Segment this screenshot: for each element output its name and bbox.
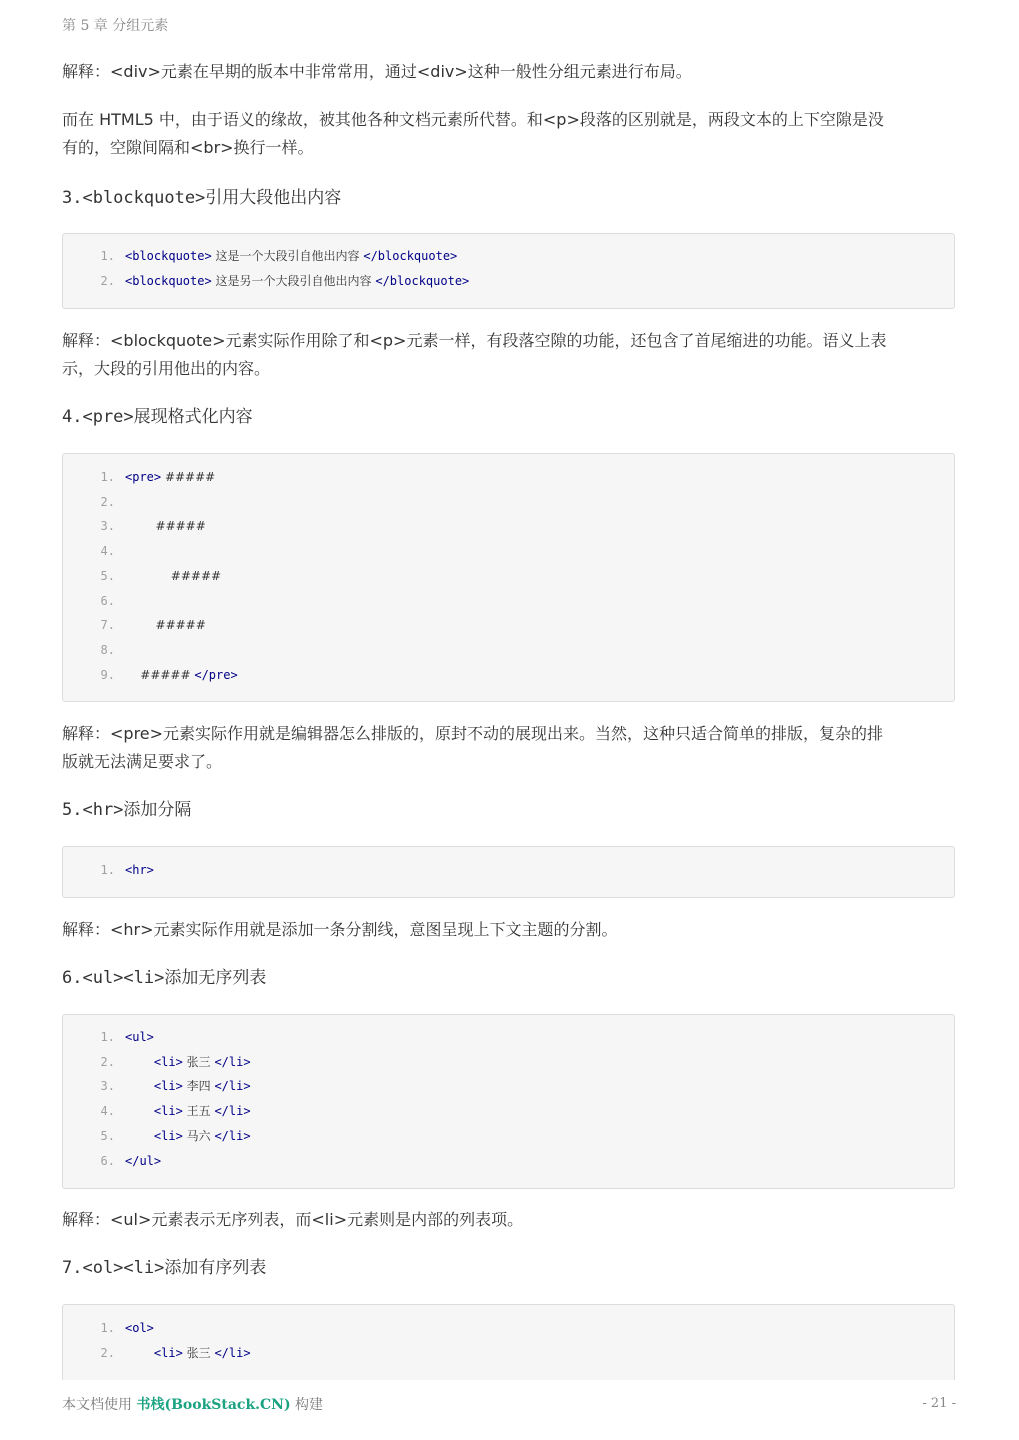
- line-number: 2.: [100, 273, 115, 288]
- code-line: [63, 1050, 251, 1074]
- code-open-tag: <li>: [125, 1128, 183, 1143]
- line-number: 6.: [100, 1153, 115, 1168]
- page-footer-credit: [62, 1394, 323, 1414]
- section-heading-hr: 5.<hr>添加分隔: [62, 800, 192, 820]
- code-line: [63, 490, 125, 514]
- code-line: [63, 564, 221, 588]
- code-content: [125, 618, 206, 632]
- code-content: [125, 249, 457, 263]
- paragraph-html5-explanation: [62, 106, 952, 162]
- code-text: 王五: [182, 1104, 215, 1119]
- code-open-tag: <li>: [125, 1345, 183, 1360]
- code-text: #####: [125, 618, 206, 633]
- code-content: [125, 1030, 154, 1044]
- code-block-blockquote: [62, 233, 955, 309]
- line-number: 5.: [100, 568, 115, 583]
- code-open-tag: <ul>: [125, 1030, 154, 1044]
- code-line: [63, 269, 469, 293]
- code-content: [125, 1346, 251, 1360]
- code-close-tag: </li>: [214, 1104, 251, 1119]
- paragraph-line: 解释：<blockquote>元素实际作用除了和<p>元素一样，有段落空隙的功能，还包含了首尾缩进的功能。语义上表: [62, 331, 887, 350]
- code-text: 张三: [182, 1345, 215, 1360]
- paragraph-div-explanation: 解释：<div>元素在早期的版本中非常常用，通过<div>这种一般性分组元素进行布局。: [62, 62, 692, 81]
- code-close-tag: </li>: [214, 1345, 251, 1360]
- line-number: 5.: [100, 1128, 115, 1143]
- footer-suffix: 构建: [290, 1397, 324, 1413]
- section-heading-blockquote: 3.<blockquote>引用大段他出内容: [62, 188, 342, 208]
- page-header-chapter: 第 5 章 分组元素: [62, 18, 169, 34]
- code-open-tag: <blockquote>: [125, 249, 212, 263]
- code-content: [125, 1154, 161, 1168]
- line-number: 9.: [100, 667, 115, 682]
- line-number: 1.: [100, 249, 115, 263]
- page-number: - 21 -: [922, 1396, 956, 1411]
- code-line: [63, 1149, 161, 1173]
- bookstack-link[interactable]: 书栈(BookStack.CN): [136, 1397, 291, 1413]
- paragraph-line: 解释：<pre>元素实际作用就是编辑器怎么排版的，原封不动的展现出来。当然，这种只适合简单的排版，复杂的排: [62, 724, 884, 743]
- paragraph-ul-explanation: 解释：<ul>元素表示无序列表，而<li>元素则是内部的列表项。: [62, 1210, 524, 1229]
- line-number: 4.: [100, 544, 115, 559]
- code-content: [125, 1321, 154, 1335]
- code-text: #####: [125, 667, 195, 682]
- paragraph-line: 示，大段的引用他出的内容。: [62, 359, 271, 378]
- code-open-tag: </ul>: [125, 1153, 162, 1168]
- code-content: [125, 569, 221, 583]
- code-block-ol: [62, 1304, 955, 1380]
- code-line: [63, 539, 125, 563]
- code-line: [63, 1341, 251, 1365]
- code-content: [125, 668, 238, 682]
- code-line: [63, 1316, 154, 1340]
- code-content: [125, 1055, 251, 1069]
- code-text: 李四: [182, 1079, 215, 1094]
- code-close-tag: </pre>: [194, 667, 238, 682]
- code-open-tag: <ol>: [125, 1321, 154, 1335]
- code-content: [125, 863, 154, 877]
- paragraph-line: 而在 HTML5 中，由于语义的缘故，被其他各种文档元素所代替。和<p>段落的区别就是，两段文本的上下空隙是没: [62, 110, 884, 129]
- line-number: 4.: [100, 1104, 115, 1119]
- section-heading-pre: 4.<pre>展现格式化内容: [62, 407, 253, 427]
- code-line: [63, 663, 238, 687]
- code-text: 这是另一个大段引自他出内容: [211, 273, 376, 288]
- code-content: [125, 1079, 251, 1093]
- section-heading-ul: 6.<ul><li>添加无序列表: [62, 968, 267, 988]
- line-number: 1.: [100, 863, 115, 877]
- code-close-tag: </blockquote>: [375, 273, 470, 288]
- section-heading-ol: 7.<ol><li>添加有序列表: [62, 1258, 267, 1278]
- code-line: [63, 244, 457, 268]
- code-text: #####: [125, 568, 222, 583]
- line-number: 2.: [100, 494, 115, 509]
- code-block-ul: [62, 1014, 955, 1189]
- code-text: 马六: [182, 1128, 215, 1143]
- line-number: 2.: [100, 1054, 115, 1069]
- code-open-tag: <li>: [125, 1054, 183, 1069]
- code-open-tag: <pre>: [125, 470, 162, 484]
- line-number: 2.: [100, 1345, 115, 1360]
- code-text: #####: [161, 470, 216, 484]
- line-number: 3.: [100, 519, 115, 534]
- code-line: [63, 514, 206, 538]
- paragraph-hr-explanation: 解释：<hr>元素实际作用就是添加一条分割线，意图呈现上下文主题的分割。: [62, 920, 618, 939]
- code-line: [63, 613, 206, 637]
- footer-prefix: 本文档使用: [62, 1397, 137, 1413]
- code-line: [63, 465, 215, 489]
- line-number: 8.: [100, 642, 115, 657]
- code-text: 张三: [182, 1054, 215, 1069]
- code-block-hr: [62, 846, 955, 898]
- code-content: [125, 519, 206, 533]
- code-close-tag: </li>: [214, 1128, 251, 1143]
- code-content: [125, 274, 469, 288]
- code-open-tag: <li>: [125, 1104, 183, 1119]
- line-number: 7.: [100, 618, 115, 633]
- code-block-pre: [62, 453, 955, 702]
- paragraph-blockquote-explanation: [62, 327, 952, 383]
- code-line: [63, 589, 125, 613]
- code-line: [63, 1124, 251, 1148]
- code-open-tag: <blockquote>: [125, 273, 212, 288]
- code-content: [125, 1129, 251, 1143]
- code-text: 这是一个大段引自他出内容: [211, 249, 364, 263]
- code-line: [63, 1025, 154, 1049]
- line-number: 1.: [100, 1030, 115, 1044]
- code-line: [63, 638, 125, 662]
- line-number: 3.: [100, 1079, 115, 1094]
- line-number: 6.: [100, 593, 115, 608]
- paragraph-pre-explanation: [62, 720, 952, 776]
- line-number: 1.: [100, 1321, 115, 1335]
- line-number: 1.: [100, 470, 115, 484]
- code-close-tag: </li>: [214, 1079, 251, 1094]
- code-line: [63, 1074, 251, 1098]
- code-content: [125, 1104, 251, 1118]
- code-close-tag: </blockquote>: [363, 249, 458, 263]
- code-content: [125, 470, 215, 484]
- code-text: #####: [125, 519, 206, 534]
- code-close-tag: </li>: [214, 1054, 251, 1069]
- code-open-tag: <li>: [125, 1079, 183, 1094]
- paragraph-line: 版就无法满足要求了。: [62, 752, 223, 771]
- code-line: [63, 858, 154, 882]
- code-open-tag: <hr>: [125, 863, 154, 877]
- code-line: [63, 1099, 251, 1123]
- paragraph-line: 有的，空隙间隔和<br>换行一样。: [62, 138, 314, 157]
